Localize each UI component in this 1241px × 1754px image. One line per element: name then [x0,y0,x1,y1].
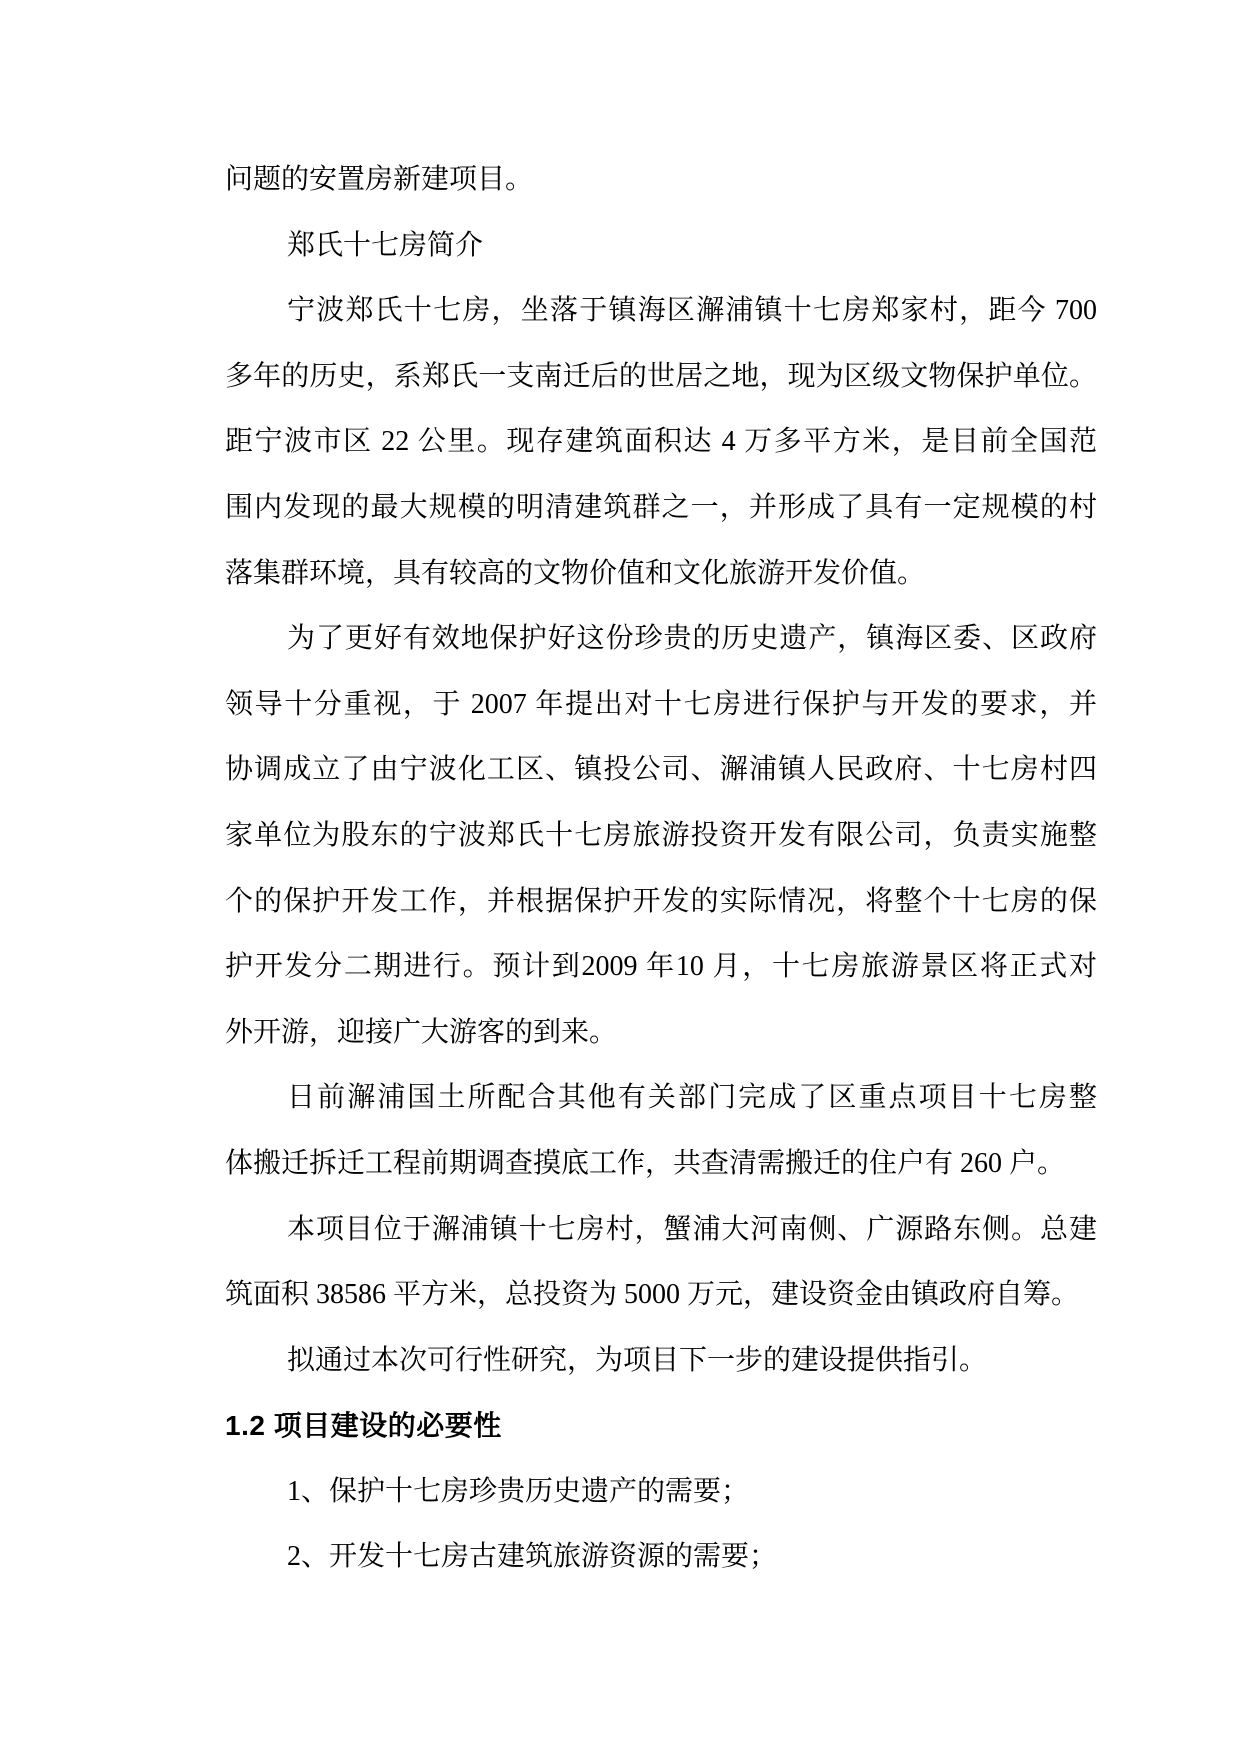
paragraph-line: 护开发分二期进行。预计到2009 年10 月，十七房旅游景区将正式对 [225,951,1097,983]
paragraph [225,278,1097,606]
list-item: 1、保护十七房珍贵历史遗产的需要； [287,1475,750,1507]
paragraph-line: 体搬迁拆迁工程前期调查摸底工作，共查清需搬迁的住户有 260 户。 [225,1147,1066,1179]
paragraph-line: 围内发现的最大规模的明清建筑群之一，并形成了具有一定规模的村 [225,491,1097,523]
paragraph [225,606,1097,1065]
paragraph-line: 距宁波市区 22 公里。现存建筑面积达 4 万多平方米，是目前全国范 [225,426,1097,458]
paragraph-line: 个的保护开发工作，并根据保护开发的实际情况，将整个十七房的保 [225,885,1097,917]
list-item: 2、开发十七房古建筑旅游资源的需要； [287,1541,778,1573]
paragraph-line: 家单位为股东的宁波郑氏十七房旅游投资开发有限公司，负责实施整 [225,819,1097,851]
paragraph [225,1065,1097,1196]
intro-title-text: 郑氏十七房简介 [287,229,484,261]
section-heading: 1.2 项目建设的必要性 [225,1410,502,1442]
necessity-list [225,1459,1097,1590]
document-body [225,147,1097,1590]
paragraph-line: 本项目位于澥浦镇十七房村，蟹浦大河南侧、广源路东侧。总建 [287,1213,1097,1245]
paragraph-line: 外开游，迎接广大游客的到来。 [225,1016,618,1048]
paragraph-line: 为了更好有效地保护好这份珍贵的历史遗产，镇海区委、区政府 [287,623,1097,655]
paragraph-line: 拟通过本次可行性研究，为项目下一步的建设提供指引。 [287,1344,988,1376]
paragraph-line: 多年的历史，系郑氏一支南迁后的世居之地，现为区级文物保护单位。 [225,360,1097,392]
paragraph [225,1328,1097,1394]
paragraph-line: 协调成立了由宁波化工区、镇投公司、澥浦镇人民政府、十七房村四 [225,754,1097,786]
paragraph-line: 落集群环境，具有较高的文物价值和文化旅游开发价值。 [225,557,926,589]
paragraph-line: 宁波郑氏十七房，坐落于镇海区澥浦镇十七房郑家村，距今 700 [287,295,1097,327]
paragraph-line: 问题的安置房新建项目。 [225,164,534,195]
paragraph [225,1197,1097,1328]
paragraph-line: 筑面积 38586 平方米，总投资为 5000 万元，建设资金由镇政府自筹。 [225,1279,1080,1311]
paragraph-line: 日前澥浦国土所配合其他有关部门完成了区重点项目十七房整 [287,1082,1097,1114]
paragraph [225,147,1097,213]
paragraph-line: 领导十分重视，于 2007 年提出对十七房进行保护与开发的要求，并 [225,688,1097,720]
intro-title [225,213,1097,279]
